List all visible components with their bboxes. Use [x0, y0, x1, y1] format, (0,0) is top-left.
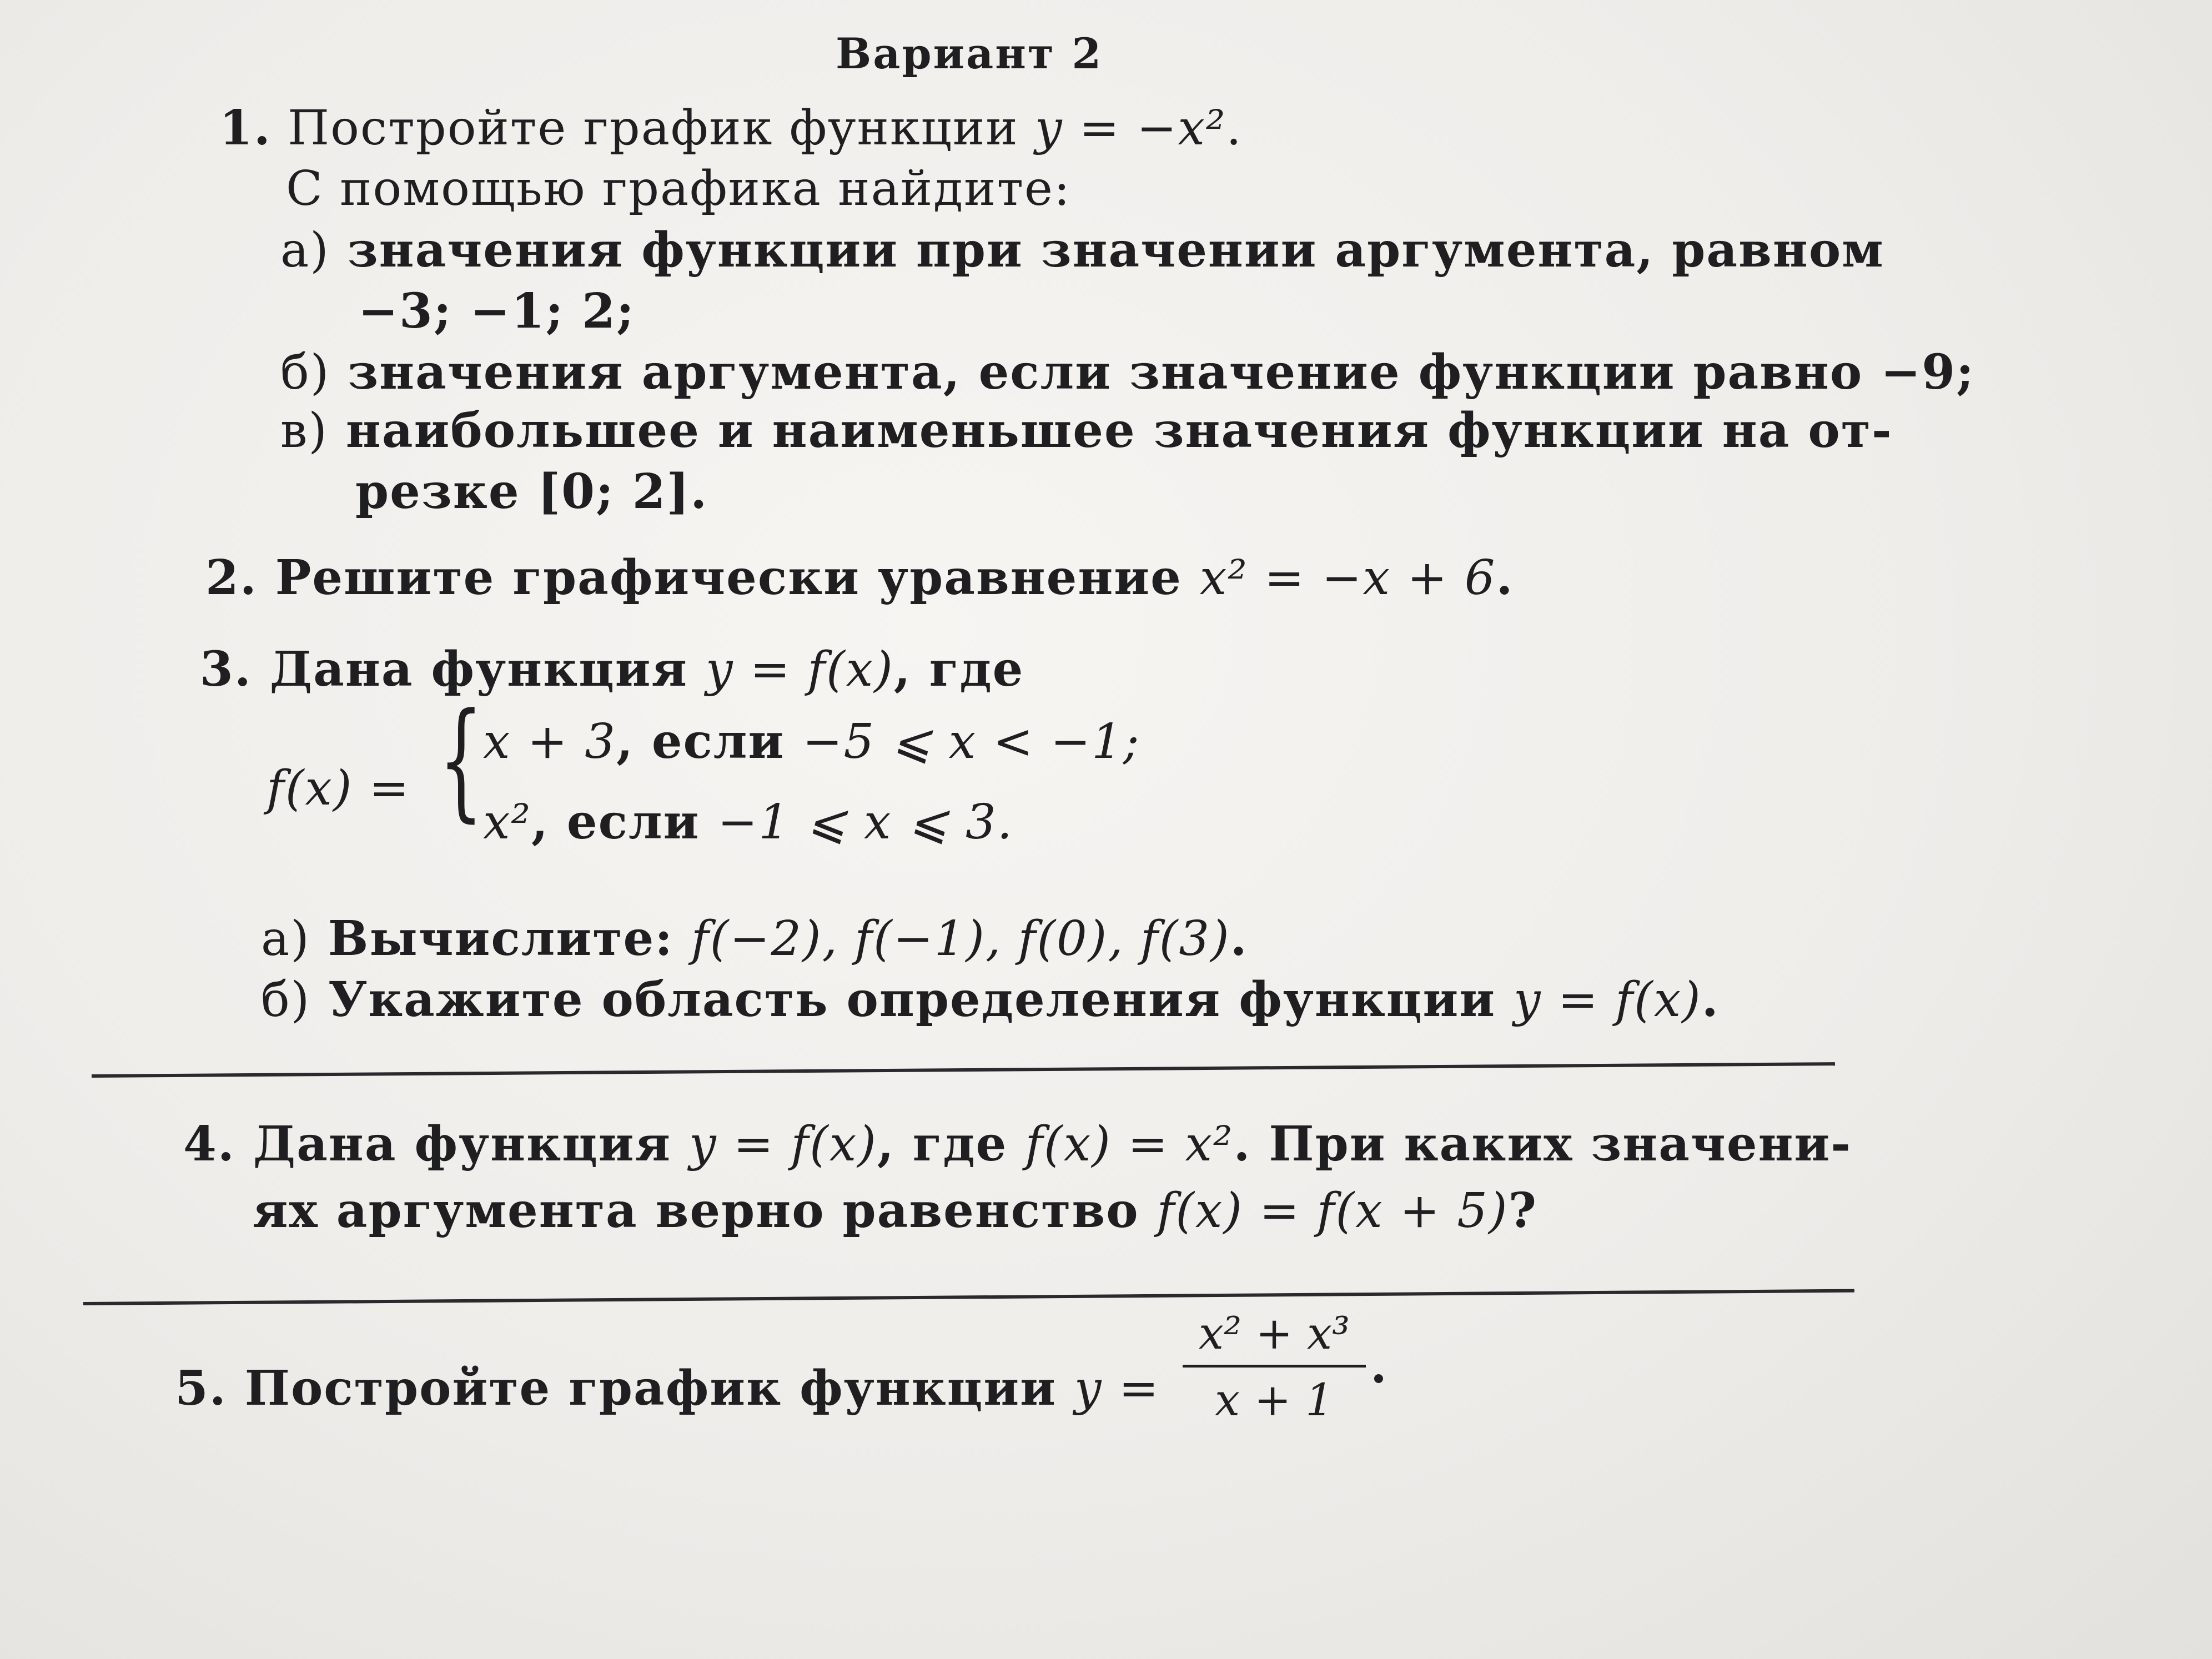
- task-1-item-a: [280, 222, 1884, 278]
- piecewise-case-1: [483, 713, 1140, 770]
- task-4-text-2: , где: [877, 1116, 1025, 1172]
- task-1-c-text: наибольшее и наименьшее значения функции на от-: [345, 403, 1893, 459]
- task-2: [205, 550, 1514, 606]
- case-1-formula: x + 3: [483, 714, 616, 770]
- task-3-a-formula: f(−2), f(−1), f(0), f(3): [691, 911, 1230, 967]
- task-1-end: .: [1226, 100, 1243, 156]
- fraction-numerator: x² + x³: [1198, 1308, 1350, 1359]
- task-4-line-2-end: ?: [1508, 1183, 1537, 1239]
- task-4-text-3: . При каких значени-: [1233, 1116, 1852, 1172]
- task-3-item-b: [261, 972, 1720, 1028]
- piecewise-lhs: f(x) =: [267, 761, 410, 816]
- task-1-number: 1.: [219, 100, 272, 156]
- task-3-a-end: .: [1230, 911, 1248, 967]
- task-5-text: Постройте график функции: [244, 1360, 1074, 1416]
- fraction-denominator: x + 1: [1215, 1374, 1334, 1426]
- task-4-formula-1: y = f(x): [689, 1117, 877, 1172]
- task-1-b-text: значения аргумента, если значение функции равно −9;: [348, 344, 1975, 400]
- task-4-line-1: [183, 1116, 1852, 1172]
- task-3-b-formula: y = f(x): [1513, 972, 1702, 1028]
- case-1-condition: −5 ⩽ x < −1;: [802, 714, 1140, 770]
- task-4-line-2-text: ях аргумента верно равенство: [253, 1183, 1157, 1239]
- task-1-b-label: б): [280, 345, 330, 400]
- task-2-formula: x² = −x + 6: [1199, 550, 1496, 606]
- task-1-text: Постройте график функции: [288, 100, 1035, 156]
- task-2-end: .: [1496, 550, 1514, 606]
- task-4-line-2: [253, 1183, 1537, 1239]
- task-1-a-values: −3; −1; 2;: [358, 283, 635, 339]
- task-3-a-text: Вычислите:: [328, 911, 691, 967]
- task-3-item-a: [261, 911, 1248, 967]
- task-4-line-2-formula: f(x) = f(x + 5): [1157, 1183, 1509, 1239]
- fraction-bar: [1183, 1365, 1366, 1368]
- task-2-number: 2.: [205, 550, 258, 606]
- task-3-text: Дана функция: [269, 641, 706, 697]
- task-4-formula-2: f(x) = x²: [1025, 1117, 1234, 1172]
- case-2-text: , если: [531, 794, 718, 850]
- task-1-c-label: в): [280, 403, 328, 459]
- task-5: [175, 1360, 1160, 1416]
- task-1-a-label: а): [280, 223, 330, 278]
- task-1-line-1: [219, 100, 1243, 156]
- task-3-a-label: а): [261, 911, 310, 967]
- task-4-text: Дана функция: [253, 1116, 689, 1172]
- task-1-item-b: [280, 344, 1975, 400]
- variant-title: Вариант 2: [836, 29, 1103, 78]
- task-1-a-text: значения функции при значении аргумента, равном: [347, 222, 1884, 278]
- task-5-end: .: [1370, 1338, 1388, 1394]
- task-3-b-label: б): [261, 972, 311, 1028]
- task-3-b-text: Укажите область определения функции: [328, 972, 1514, 1028]
- task-2-text: Решите графически уравнение: [275, 550, 1200, 606]
- case-2-condition: −1 ⩽ x ⩽ 3.: [717, 795, 1014, 850]
- task-3-number: 3.: [200, 641, 252, 697]
- task-5-formula: y =: [1074, 1361, 1160, 1416]
- case-1-text: , если: [616, 713, 803, 770]
- section-divider-2: [83, 1289, 1854, 1305]
- task-1-formula: y = −x²: [1034, 100, 1226, 156]
- task-3-end: , где: [893, 641, 1024, 697]
- task-3-b-end: .: [1701, 972, 1720, 1028]
- task-5-number: 5.: [175, 1360, 227, 1416]
- task-3-line-1: [200, 641, 1024, 697]
- task-1-line-2: С помощью графика найдите:: [286, 161, 1071, 217]
- section-divider-1: [92, 1062, 1835, 1078]
- task-4-number: 4.: [183, 1116, 235, 1172]
- piecewise-brace-icon: {: [439, 686, 484, 834]
- task-1-c-text-2: резке [0; 2].: [355, 464, 708, 520]
- case-2-formula: x²: [483, 795, 531, 850]
- piecewise-case-2: [483, 794, 1013, 850]
- task-1-item-c: [280, 403, 1893, 459]
- task-3-formula: y = f(x): [706, 642, 894, 697]
